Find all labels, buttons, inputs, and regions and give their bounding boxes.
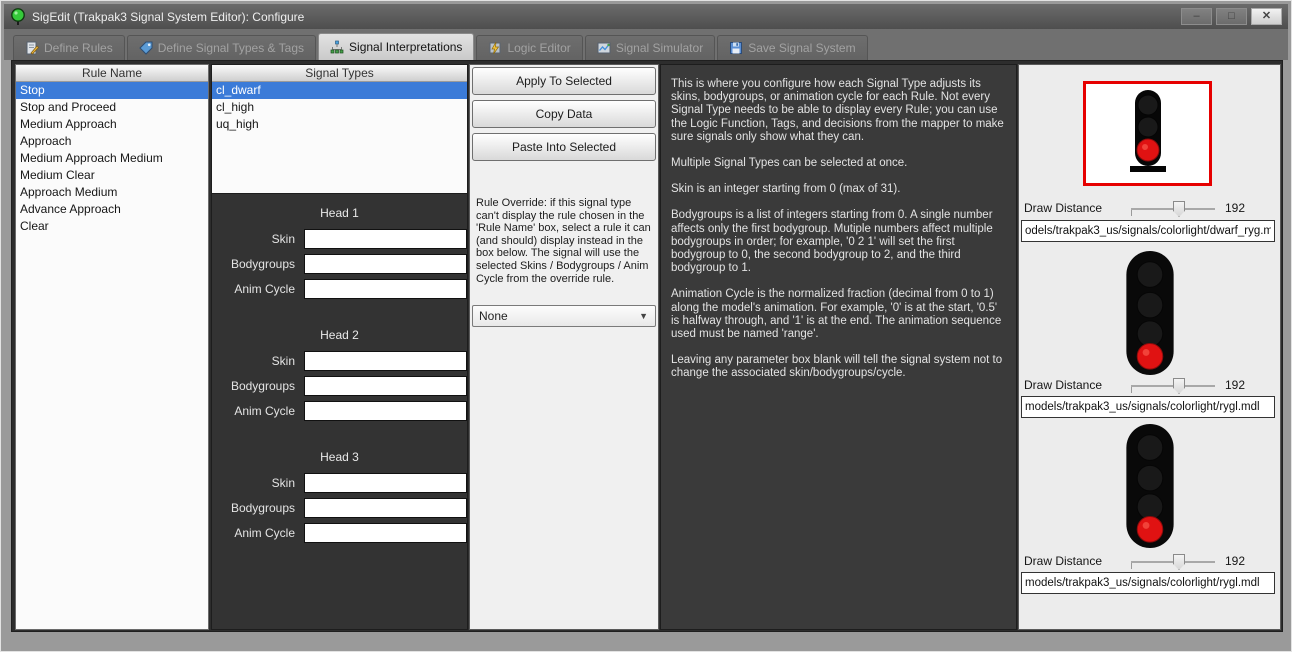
high-signal-icon[interactable] — [1124, 422, 1176, 550]
signal-simulator-icon — [597, 41, 611, 55]
draw-distance-label: Draw Distance — [1024, 201, 1103, 215]
help-paragraph: Animation Cycle is the normalized fraction (decimal from 0 to 1) along the model's animation. For example, '0' is at the start, '0.5' is halfway through, and '1' is at the end. The animation sequence used must be named 'range'. — [671, 288, 1002, 341]
help-paragraph: This is where you configure how each Signal Type adjusts its skins, bodygroups, or animation cycle for each Rule. Not every Signal Type needs to be able to display every Rule; you can use the Logic Function, Tags, and decisions from the mapper to make sure signals only show what they can. — [671, 78, 1004, 143]
head-2-skin-label: Skin — [271, 354, 295, 368]
rule-item-medium-approach-medium[interactable]: Medium Approach Medium — [20, 151, 163, 165]
content-area — [11, 60, 1283, 632]
help-paragraph: Skin is an integer starting from 0 (max of 31). — [671, 183, 901, 196]
tab-label: Signal Simulator — [615, 41, 704, 55]
head-2-anim-label: Anim Cycle — [234, 404, 295, 418]
rule-item-medium-approach[interactable]: Medium Approach — [20, 117, 117, 131]
tab-define-rules[interactable] — [13, 35, 125, 60]
draw-distance-value: 192 — [1225, 201, 1246, 215]
chevron-down-icon: ▼ — [639, 311, 648, 321]
signal-type-cl-dwarf[interactable]: cl_dwarf — [212, 82, 467, 99]
draw-distance-label: Draw Distance — [1024, 554, 1103, 568]
tab-signal-interpretations[interactable] — [318, 33, 474, 60]
rule-item-stop-and-proceed[interactable]: Stop and Proceed — [20, 100, 117, 114]
draw-distance-value: 192 — [1225, 378, 1246, 392]
draw-distance-row — [1019, 553, 1280, 571]
head-3-bodygroups-input[interactable] — [304, 498, 467, 518]
copy-data-button[interactable]: Copy Data — [472, 100, 656, 128]
slider-thumb-icon[interactable] — [1173, 554, 1185, 570]
dwarf-signal-icon — [1118, 88, 1178, 180]
head-2-title: Head 2 — [320, 328, 359, 342]
preview-panel — [1018, 64, 1281, 630]
draw-distance-slider[interactable] — [1131, 561, 1215, 563]
head-3-group — [212, 426, 467, 543]
define-rules-icon — [25, 41, 39, 55]
head-3-anim-label: Anim Cycle — [234, 526, 295, 540]
help-paragraph: Leaving any parameter box blank will tell the signal system not to change the associated skin/bodygroups/cycle. — [671, 354, 1003, 380]
signal-types-panel — [211, 64, 468, 630]
head-2-bodygroups-input[interactable] — [304, 376, 467, 396]
maximize-button[interactable]: □ — [1216, 8, 1247, 25]
rule-item-approach[interactable]: Approach — [20, 134, 72, 148]
head-1-skin-label: Skin — [271, 232, 295, 246]
lightning-icon — [488, 41, 502, 55]
app-signal-icon — [10, 8, 26, 26]
tab-label: Define Signal Types & Tags — [157, 41, 305, 55]
rule-name-panel — [15, 64, 209, 630]
tab-label: Signal Interpretations — [349, 40, 463, 54]
save-floppy-icon — [729, 41, 743, 55]
minimize-button[interactable]: – — [1181, 8, 1212, 25]
signal-type-cl-high[interactable]: cl_high — [216, 100, 255, 114]
slider-tick — [1131, 210, 1132, 216]
slider-tick — [1131, 563, 1132, 569]
tab-label: Define Rules — [44, 41, 113, 55]
signal-types-header: Signal Types — [212, 65, 467, 82]
head-1-anim-input[interactable] — [304, 279, 467, 299]
titlebar — [4, 4, 1288, 29]
window-title: SigEdit (Trakpak3 Signal System Editor): Configure — [32, 9, 305, 24]
head-1-bodygroups-input[interactable] — [304, 254, 467, 274]
head-1-title: Head 1 — [320, 206, 359, 220]
head-1-anim-label: Anim Cycle — [234, 282, 295, 296]
help-paragraph: Multiple Signal Types can be selected at once. — [671, 157, 908, 170]
draw-distance-value: 192 — [1225, 554, 1246, 568]
actions-panel — [469, 64, 659, 630]
rule-name-header: Rule Name — [16, 65, 208, 82]
draw-distance-row — [1019, 200, 1280, 218]
rule-item-medium-clear[interactable]: Medium Clear — [20, 168, 95, 182]
head-2-anim-input[interactable] — [304, 401, 467, 421]
head-3-title: Head 3 — [320, 450, 359, 464]
help-text-panel — [660, 64, 1017, 630]
help-paragraph: Bodygroups is a list of integers starting from 0. A single number affects only the first bodygroup. Mutiple numbers affect multiple bodygroups in order; for example, '0 2 1' will set the first bodygroup to 0, the second bodygroup to 2, and the third bodygroup to 1. — [671, 209, 993, 275]
apply-to-selected-button[interactable]: Apply To Selected — [472, 67, 656, 95]
head-1-bodygroups-label: Bodygroups — [230, 257, 295, 271]
slider-thumb-icon[interactable] — [1173, 378, 1185, 394]
tab-label: Logic Editor — [507, 41, 571, 55]
head-1-skin-input[interactable] — [304, 229, 467, 249]
draw-distance-slider[interactable] — [1131, 208, 1215, 210]
close-button[interactable]: ✕ — [1251, 8, 1282, 25]
slider-thumb-icon[interactable] — [1173, 201, 1185, 217]
tab-signal-simulator[interactable] — [585, 35, 715, 60]
rule-override-description: Rule Override: if this signal type can't display the rule chosen in the 'Rule Name' box, select a rule it can (and should) display instead in the box below. The signal will use the selected Skins / Bodygroups / Anim Cycle from the override rule. — [476, 197, 651, 285]
head-2-bodygroups-label: Bodygroups — [230, 379, 295, 393]
slider-tick — [1131, 387, 1132, 393]
tag-icon — [139, 41, 153, 55]
head-3-anim-input[interactable] — [304, 523, 467, 543]
tab-label: Save Signal System — [748, 41, 856, 55]
rule-item-clear[interactable]: Clear — [20, 219, 49, 233]
tab-save-signal-system[interactable] — [717, 35, 867, 60]
rule-item-stop[interactable]: Stop — [16, 82, 208, 99]
high-signal-icon[interactable] — [1124, 249, 1176, 377]
tab-define-signal-types[interactable] — [127, 35, 316, 60]
rule-override-dropdown[interactable] — [472, 305, 656, 327]
draw-distance-label: Draw Distance — [1024, 378, 1103, 392]
signal-types-list — [212, 65, 467, 194]
signal-interpretations-icon — [330, 40, 344, 54]
head-3-bodygroups-label: Bodygroups — [230, 501, 295, 515]
head-2-group — [212, 304, 467, 421]
tab-logic-editor[interactable] — [476, 35, 582, 60]
paste-into-selected-button[interactable]: Paste Into Selected — [472, 133, 656, 161]
head-1-group — [212, 194, 467, 299]
model-path-field-3[interactable] — [1021, 572, 1275, 594]
model-path-field-1[interactable] — [1021, 220, 1275, 242]
window-controls — [1181, 8, 1282, 25]
rule-item-advance-approach[interactable]: Advance Approach — [20, 202, 121, 216]
draw-distance-row — [1019, 377, 1280, 395]
model-path-field-2[interactable] — [1021, 396, 1275, 418]
signal-type-uq-high[interactable]: uq_high — [216, 117, 259, 131]
head-3-skin-input[interactable] — [304, 473, 467, 493]
head-3-skin-label: Skin — [271, 476, 295, 490]
rule-override-dropdown-value: None — [479, 309, 508, 323]
head-2-skin-input[interactable] — [304, 351, 467, 371]
draw-distance-slider[interactable] — [1131, 385, 1215, 387]
preview-dwarf-selected[interactable] — [1083, 81, 1212, 186]
heads-area — [212, 194, 467, 629]
rule-item-approach-medium[interactable]: Approach Medium — [20, 185, 118, 199]
tab-bar — [4, 29, 1288, 60]
